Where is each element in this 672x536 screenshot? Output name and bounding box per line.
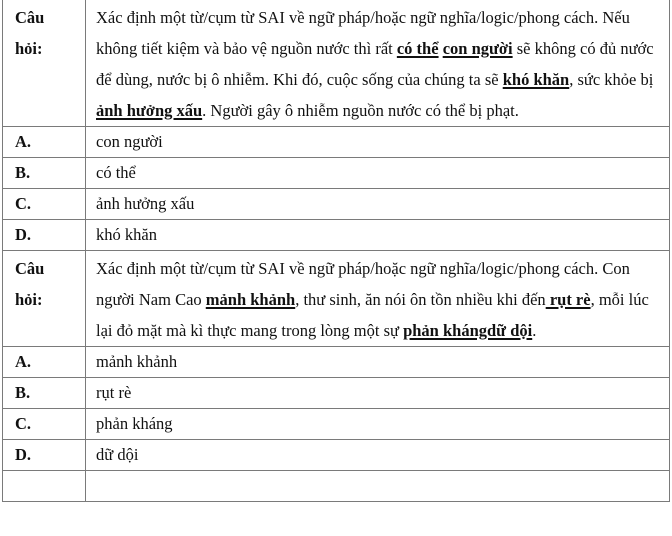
question-1-option-d-row[interactable] bbox=[3, 220, 670, 251]
question-1-option-c-row[interactable] bbox=[3, 189, 670, 220]
question-2-option-d-row[interactable] bbox=[3, 440, 670, 471]
option-text[interactable]: ảnh hưởng xấu bbox=[86, 189, 670, 220]
question-1-label-cell bbox=[3, 0, 86, 127]
question-2-text-part: . bbox=[532, 321, 537, 340]
question-1-row bbox=[3, 0, 670, 127]
question-2-text-part: , mỗi lúc lại đỏ mặt mà kì thực mang trong lòng một sự bbox=[96, 290, 649, 340]
option-letter: A. bbox=[3, 127, 86, 158]
question-1-text-part: sẽ không có đủ nước để dùng, nước bị ô nhiễm. Khi đó, cuộc sống của chúng ta sẽ bbox=[96, 39, 654, 89]
option-letter: C. bbox=[3, 409, 86, 440]
option-text[interactable]: con người bbox=[86, 127, 670, 158]
question-2-underlined-phrase: rụt rè bbox=[545, 290, 591, 309]
option-text[interactable]: khó khăn bbox=[86, 220, 670, 251]
next-row-partial bbox=[3, 471, 670, 502]
option-text[interactable]: rụt rè bbox=[86, 378, 670, 409]
option-letter: B. bbox=[3, 158, 86, 189]
option-letter: D. bbox=[3, 220, 86, 251]
next-row-text-cell bbox=[86, 471, 670, 502]
option-letter: D. bbox=[3, 440, 86, 471]
question-2-label: Câu hỏi: bbox=[15, 259, 45, 309]
option-text[interactable]: phản kháng bbox=[86, 409, 670, 440]
option-text[interactable]: có thể bbox=[86, 158, 670, 189]
question-2-text-part: Xác định một từ/cụm từ SAI về ngữ pháp/hoặc ngữ nghĩa/logic/phong cách. Con người Nam Cao bbox=[96, 259, 630, 309]
question-2-option-c-row[interactable] bbox=[3, 409, 670, 440]
option-letter: A. bbox=[3, 347, 86, 378]
question-1-text-part: . Người gây ô nhiễm nguồn nước có thể bị phạt. bbox=[202, 101, 519, 120]
question-1-underlined-phrase: ảnh hưởng xấu bbox=[96, 101, 203, 120]
question-2-text-part: , thư sinh, ăn nói ôn tồn nhiều khi đến bbox=[295, 290, 546, 309]
option-text[interactable]: mảnh khảnh bbox=[86, 347, 670, 378]
option-text[interactable]: dữ dội bbox=[86, 440, 670, 471]
question-1-underlined-phrase: khó khăn bbox=[502, 70, 570, 89]
question-1-text-part: Xác định một từ/cụm từ SAI về ngữ pháp/hoặc ngữ nghĩa/logic/phong cách. Nếu không tiết kiệm và bảo vệ nguồn nước thì rất bbox=[96, 8, 630, 58]
question-1-underlined-phrase: có thể bbox=[396, 39, 439, 58]
question-2-underlined-phrase: phản khángdữ dội bbox=[403, 321, 533, 340]
option-letter: C. bbox=[3, 189, 86, 220]
question-2-option-b-row[interactable] bbox=[3, 378, 670, 409]
next-row-label-cell bbox=[3, 471, 86, 502]
question-table bbox=[2, 0, 670, 502]
question-1-underlined-phrase: con người bbox=[442, 39, 513, 58]
question-1-label: Câu hỏi: bbox=[15, 8, 45, 58]
question-2-label-cell bbox=[3, 251, 86, 347]
question-2-text bbox=[86, 251, 670, 347]
question-1-text-part: , sức khỏe bị bbox=[569, 70, 654, 89]
question-1-text bbox=[86, 0, 670, 127]
question-2-underlined-phrase: mảnh khảnh bbox=[205, 290, 296, 309]
question-2-row bbox=[3, 251, 670, 347]
question-2-option-a-row[interactable] bbox=[3, 347, 670, 378]
option-letter: B. bbox=[3, 378, 86, 409]
question-1-option-a-row[interactable] bbox=[3, 127, 670, 158]
question-1-option-b-row[interactable] bbox=[3, 158, 670, 189]
